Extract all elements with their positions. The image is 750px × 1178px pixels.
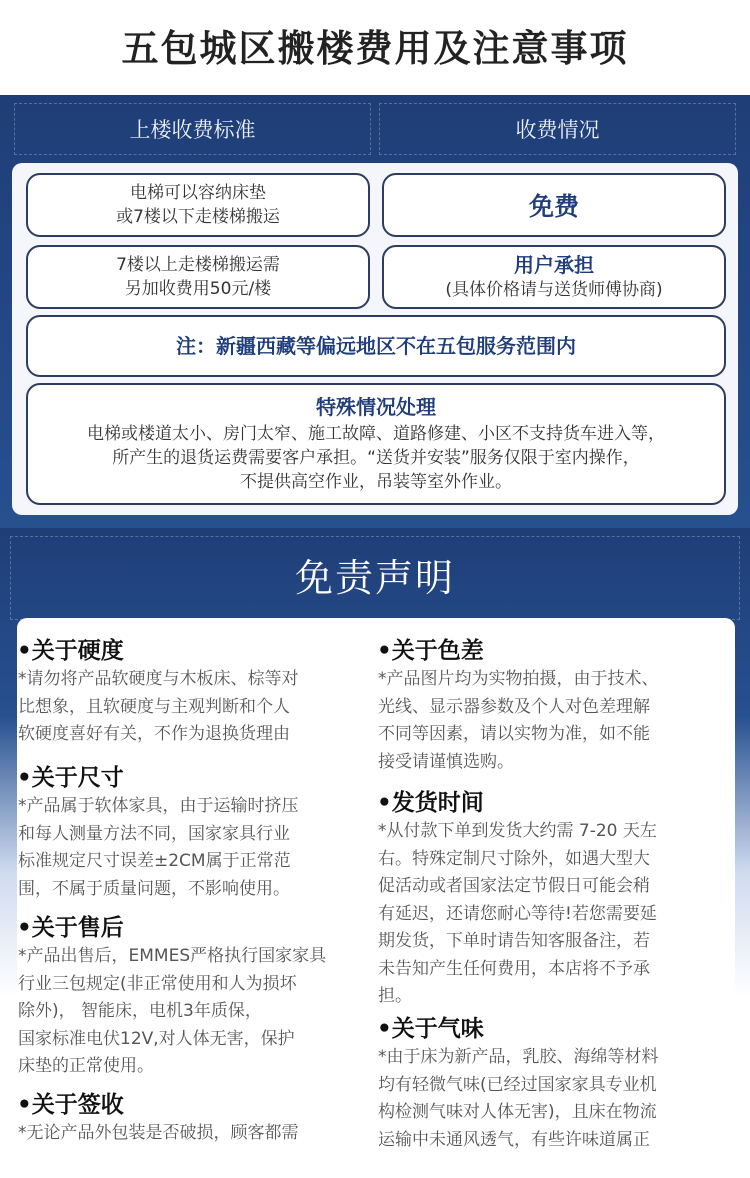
- item-line: *请勿将产品软硬度与木板床、棕等对: [18, 669, 299, 689]
- item-line: 光线、显示器参数及个人对色差理解: [378, 696, 650, 717]
- disclaimer-item-color: [377, 636, 729, 776]
- fee-condition-box-1: [26, 173, 370, 237]
- item-line: 运输中未通风透气，有些许味道属正: [378, 1129, 650, 1150]
- disclaimer-item-hardness: [17, 636, 369, 749]
- item-line: *产品图片均为实物拍摄，由于技术、: [378, 669, 659, 689]
- item-line: 右。特殊定制尺寸除外，如遇大型大: [378, 848, 650, 869]
- disclaimer-item-size: [17, 763, 369, 903]
- remote-area-note: 注：新疆西藏等偏远地区不在五包服务范围内: [176, 334, 576, 358]
- item-line: 除外)， 智能床，电机3年质保，: [18, 1001, 262, 1021]
- fee-condition-line: 电梯可以容纳床垫: [130, 183, 266, 203]
- disclaimer-item-shipping-time: [377, 788, 729, 1011]
- item-line: 担。: [378, 986, 412, 1006]
- item-line: 国家标准电伏12V,对人体无害，保护: [18, 1028, 295, 1049]
- item-line: *产品出售后，EMMES严格执行国家家具: [18, 946, 327, 966]
- item-line: 构检测气味对人体无害)，且床在物流: [378, 1102, 657, 1122]
- disclaimer-item-signing: [17, 1090, 369, 1148]
- special-cases-line: 不提供高空作业，吊装等室外作业。: [240, 472, 512, 492]
- special-cases-line: 电梯或楼道太小、房门太窄、施工故障、道路修建、小区不支持货车进入等，: [87, 424, 665, 444]
- item-title: •关于签收: [17, 1092, 124, 1118]
- fee-section: [0, 95, 750, 528]
- item-line: 软硬度喜好有关，不作为退换货理由: [18, 724, 290, 744]
- disclaimer-item-after-sales: [17, 913, 369, 1081]
- fee-condition-line: 或7楼以下走楼梯搬运: [116, 207, 280, 227]
- remote-area-note-box: [26, 315, 726, 377]
- header-fee-status: 收费情况: [379, 103, 736, 155]
- item-line: 期发货，下单时请告知客服备注，若: [378, 931, 650, 951]
- fee-condition-line: 7楼以上走楼梯搬运需: [116, 255, 280, 275]
- item-line: *无论产品外包装是否破损，顾客都需: [18, 1123, 299, 1143]
- item-line: 未告知产生任何费用，本店将不予承: [378, 958, 650, 979]
- title-bar: [0, 0, 750, 95]
- fee-status-note: (具体价格请与送货师傅协商): [445, 280, 663, 300]
- fee-table-header: [10, 103, 740, 155]
- item-line: 围，不属于质量问题，不影响使用。: [18, 878, 290, 899]
- item-line: 标准规定尺寸误差±2CM属于正常范: [18, 851, 291, 871]
- item-title: •关于气味: [377, 1016, 484, 1042]
- item-line: 比想象，且软硬度与主观判断和个人: [18, 696, 290, 717]
- item-line: 接受请谨慎选购。: [378, 751, 514, 772]
- disclaimer-item-odor: [377, 1014, 729, 1154]
- item-title: •发货时间: [377, 790, 484, 816]
- fee-status-user-pays: 用户承担: [514, 253, 594, 277]
- item-line: 和每人测量方法不同，国家家具行业: [18, 823, 290, 844]
- item-title: •关于硬度: [17, 638, 124, 664]
- item-line: 促活动或者国家法定节假日可能会稍: [378, 876, 650, 896]
- fee-condition-line: 另加收费用50元/楼: [124, 279, 272, 299]
- fee-status-box-2: [382, 245, 726, 309]
- item-line: 有延迟，还请您耐心等待!若您需要延: [378, 903, 657, 924]
- disclaimer-heading: 免责声明: [294, 556, 455, 600]
- header-fee-standard: 上楼收费标准: [14, 103, 371, 155]
- fee-status-free: 免费: [528, 192, 579, 221]
- item-line: *从付款下单到发货大约需 7-20 天左: [378, 821, 657, 841]
- disclaimer-panel: [17, 618, 735, 1178]
- item-line: 行业三包规定(非正常使用和人为损坏: [18, 973, 297, 994]
- item-title: •关于售后: [17, 915, 124, 941]
- fee-status-box-1: [382, 173, 726, 237]
- item-line: 均有轻微气味(已经过国家家具专业机: [378, 1074, 657, 1095]
- item-title: •关于尺寸: [17, 765, 124, 791]
- item-line: *产品属于软体家具，由于运输时挤压: [18, 796, 299, 816]
- fee-panel: [12, 163, 738, 515]
- special-cases-box: [26, 383, 726, 505]
- fee-condition-box-2: [26, 245, 370, 309]
- special-cases-title: 特殊情况处理: [316, 395, 436, 419]
- item-line: *由于床为新产品，乳胶、海绵等材料: [378, 1047, 659, 1067]
- item-line: 床垫的正常使用。: [18, 1056, 154, 1076]
- disclaimer-header: [10, 536, 740, 620]
- page-title: 五包城区搬楼费用及注意事项: [121, 27, 629, 70]
- special-cases-line: 所产生的退货运费需要客户承担。“送货并安装”服务仅限于室内操作，: [112, 448, 640, 468]
- disclaimer-section: [0, 528, 750, 1154]
- item-line: 不同等因素，请以实物为准，如不能: [378, 724, 650, 744]
- item-title: •关于色差: [377, 638, 484, 664]
